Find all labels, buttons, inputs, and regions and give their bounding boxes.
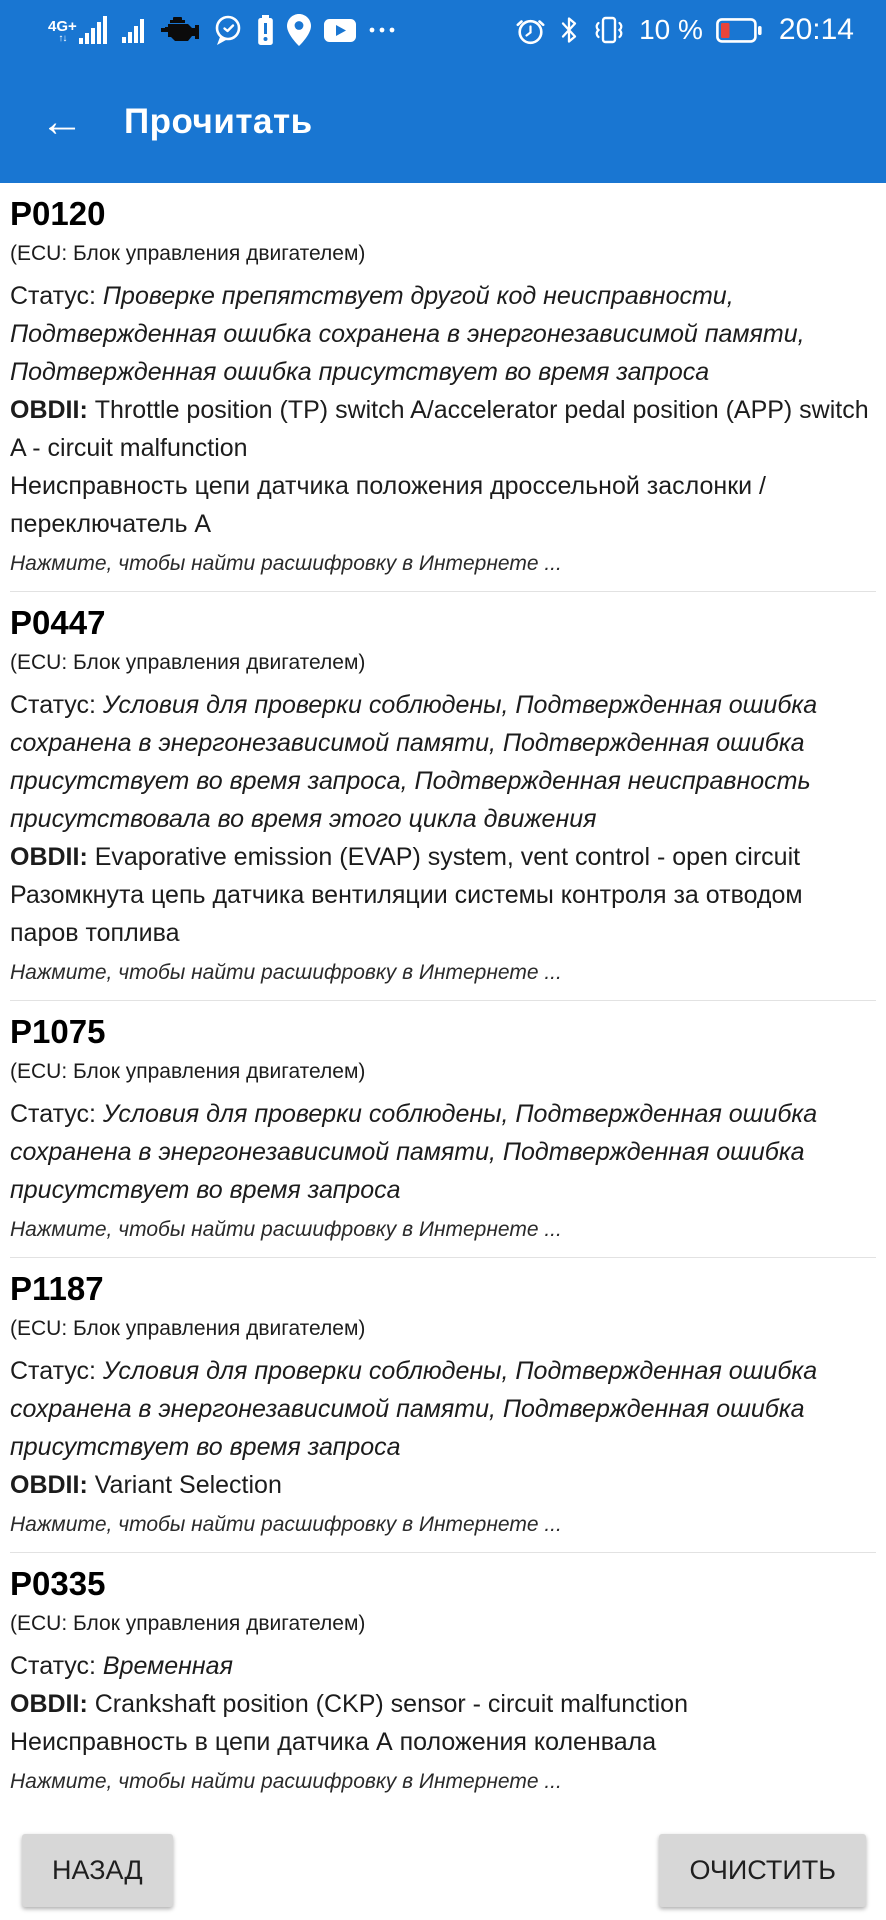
dtc-obdii-prefix: OBDII: (10, 1471, 95, 1499)
dtc-hint: Нажмите, чтобы найти расшифровку в Интернете ... (10, 1218, 562, 1241)
signal-bars-icon-2 (122, 17, 148, 43)
dtc-entry[interactable] (10, 1258, 876, 1553)
app-bar (0, 60, 886, 183)
dtc-status-line (10, 1352, 876, 1466)
signal-bars-icon (79, 16, 109, 44)
dtc-ecu: (ECU: Блок управления двигателем) (10, 651, 366, 674)
signal-bars-4g-icon (48, 16, 109, 44)
dtc-status-text: Условия для проверки соблюдены, Подтвержденная ошибка сохранена в энергонезависимой памяти, Подтвержденная ошибка присутствует во время запроса (10, 1100, 818, 1204)
dtc-obdii-text: Evaporative emission (EVAP) system, vent control - open circuit (94, 843, 801, 871)
status-bar (0, 0, 886, 60)
dtc-status-line (10, 1647, 876, 1685)
dtc-code: P0335 (10, 1565, 106, 1602)
dtc-ecu: (ECU: Блок управления двигателем) (10, 242, 366, 265)
dtc-status-text: Условия для проверки соблюдены, Подтвержденная ошибка сохранена в энергонезависимой памяти, Подтвержденная ошибка присутствует во время запроса, Подтвержденная неисправность присутствовала во время этого цикла движения (10, 691, 818, 833)
dtc-entry[interactable] (10, 183, 876, 592)
dtc-status-prefix: Статус: (10, 1100, 103, 1128)
dtc-obdii-line (10, 1685, 876, 1723)
dtc-entry[interactable] (10, 592, 876, 1001)
dtc-obdii-prefix: OBDII: (10, 396, 95, 424)
dtc-obdii-line (10, 838, 876, 876)
dtc-ecu: (ECU: Блок управления двигателем) (10, 1612, 366, 1635)
dtc-status-prefix: Статус: (10, 691, 103, 719)
dtc-obdii-prefix: OBDII: (10, 843, 95, 871)
dtc-ecu: (ECU: Блок управления двигателем) (10, 1060, 366, 1083)
bluetooth-icon (559, 15, 579, 45)
dtc-description-ru: Неисправность в цепи датчика А положения коленвала (10, 1728, 657, 1756)
dtc-status-line (10, 686, 876, 838)
dtc-status-line (10, 1095, 876, 1209)
dtc-obdii-line (10, 1466, 876, 1504)
vibrate-icon (592, 15, 626, 45)
dtc-obdii-line (10, 391, 876, 467)
dtc-hint: Нажмите, чтобы найти расшифровку в Интернете ... (10, 1770, 562, 1793)
page-title: Прочитать (124, 101, 313, 141)
network-activity-arrows: ↑↓ (58, 33, 67, 44)
status-bar-left (48, 14, 395, 46)
dtc-obdii-text: Crankshaft position (CKP) sensor - circuit malfunction (94, 1690, 688, 1718)
dtc-hint: Нажмите, чтобы найти расшифровку в Интернете ... (10, 552, 562, 575)
dtc-status-text: Проверке препятствует другой код неисправности, Подтвержденная ошибка сохранена в энергонезависимой памяти, Подтвержденная ошибка присутствует во время запроса (10, 282, 805, 386)
more-dots-icon (369, 26, 395, 34)
back-arrow-icon[interactable]: ← (40, 96, 84, 146)
dtc-hint: Нажмите, чтобы найти расшифровку в Интернете ... (10, 961, 562, 984)
back-button[interactable]: НАЗАД (22, 1834, 173, 1907)
dtc-entry[interactable] (10, 1001, 876, 1258)
dtc-status-text: Временная (102, 1652, 233, 1680)
dtc-code: P0447 (10, 604, 106, 641)
dtc-obdii-text: Variant Selection (94, 1471, 282, 1499)
dtc-status-prefix: Статус: (10, 1652, 103, 1680)
footer (0, 1834, 886, 1907)
dtc-description-ru: Неисправность цепи датчика положения дроссельной заслонки / переключатель А (10, 472, 766, 538)
location-pin-icon (287, 14, 311, 46)
dtc-status-prefix: Статус: (10, 282, 103, 310)
clock-label: 20:14 (778, 13, 854, 46)
battery-low-icon (716, 18, 762, 43)
dtc-status-prefix: Статус: (10, 1357, 103, 1385)
dtc-code: P1187 (10, 1270, 104, 1307)
alarm-clock-icon (515, 15, 546, 46)
youtube-icon (324, 19, 356, 42)
dtc-list (0, 183, 886, 1809)
dtc-hint: Нажмите, чтобы найти расшифровку в Интернете ... (10, 1513, 562, 1536)
dtc-status-text: Условия для проверки соблюдены, Подтвержденная ошибка сохранена в энергонезависимой памяти, Подтвержденная ошибка присутствует во время запроса (10, 1357, 818, 1461)
battery-alert-icon (257, 15, 274, 46)
chat-bubble-icon (212, 14, 244, 46)
dtc-entry[interactable] (10, 1553, 876, 1809)
status-bar-right (515, 13, 854, 47)
dtc-obdii-prefix: OBDII: (10, 1690, 95, 1718)
dtc-status-line (10, 277, 876, 391)
dtc-description-ru: Разомкнута цепь датчика вентиляции системы контроля за отводом паров топлива (10, 881, 803, 947)
dtc-code: P0120 (10, 195, 106, 232)
network-type-label: 4G+ (48, 18, 77, 35)
clear-button[interactable]: ОЧИСТИТЬ (659, 1834, 866, 1907)
dtc-code: P1075 (10, 1013, 106, 1050)
dtc-obdii-text: Throttle position (TP) switch A/accelerator pedal position (APP) switch A - circuit malfunction (10, 396, 869, 462)
engine-icon (161, 16, 199, 44)
battery-percent-label: 10 % (639, 14, 703, 45)
dtc-ecu: (ECU: Блок управления двигателем) (10, 1317, 366, 1340)
